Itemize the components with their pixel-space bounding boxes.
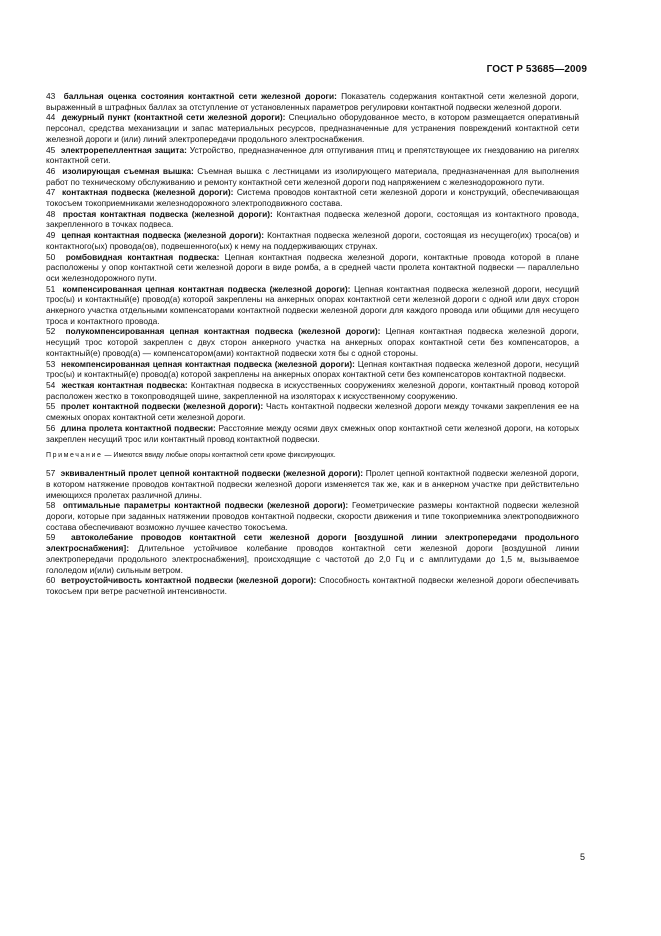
term-definition: Длительное устойчивое колебание проводов контактной сети железной дороги [воздушной линии электропередачи продольного электроснабжения], происходящие с частотой до 2,0 Гц и с амплитудами до 1,5 м, вызываемое гололедом и(или) сильным ветром.	[46, 543, 579, 575]
term-number: 54	[46, 379, 56, 390]
term-entry	[46, 423, 579, 444]
term-number: 52	[46, 326, 56, 337]
terms-list-after-note	[46, 468, 579, 596]
terms-list-before-note	[46, 91, 579, 444]
term-title: ветроустойчивость контактной подвески (железной дороги):	[61, 575, 317, 586]
term-entry	[46, 380, 579, 401]
term-number: 43	[46, 91, 56, 101]
term-entry	[46, 532, 579, 575]
term-title: дежурный пункт (контактной сети железной дороги):	[61, 112, 286, 123]
term-number: 46	[46, 165, 56, 176]
term-title: изолирующая съемная вышка:	[62, 165, 194, 176]
term-entry	[46, 468, 579, 500]
term-number: 50	[46, 251, 56, 262]
term-entry	[46, 230, 579, 251]
term-number: 44	[46, 112, 56, 123]
term-title: эквивалентный пролет цепной контактной подвески (железной дороги):	[60, 468, 364, 479]
term-entry	[46, 284, 579, 327]
term-title: электрорепеллентная защита:	[60, 144, 187, 155]
term-number: 57	[46, 468, 56, 479]
term-number: 55	[46, 401, 56, 412]
term-definition: Цепная контактная подвеска железной дороги, несущий трос(ы) и контактный(е) провод(а) которой закреплены на анкерных опорах контактной сети без компенсаторов контактной подвески.	[46, 358, 579, 380]
term-title: пролет контактной подвески (железной дороги):	[60, 401, 264, 412]
term-definition: Геометрические размеры контактной подвески железной дороги, которые при заданных натяжении проводов контактной подвески, скорости движения и типе токоприемника электроподвижного состава обеспечивают возможно лучшее качество токосъема.	[46, 500, 579, 532]
term-definition: Контактная подвеска железной дороги, состоящая из контактного провода, закрепленного в точках подвеса.	[46, 208, 580, 230]
note-label: Примечание	[46, 452, 103, 460]
term-title: полукомпенсированная цепная контактная подвеска (железной дороги):	[65, 326, 381, 337]
page-number: 5	[579, 852, 585, 862]
term-entry	[46, 166, 579, 187]
term-title: длина пролета контактной подвески:	[60, 422, 216, 433]
term-definition: Цепная контактная подвеска железной дороги, несущий трос которой закреплен с двух сторон анкерного участка на анкерных опорах контактной сети без компенсаторов, а контактный(е) провод(а) — компенсатором(ами) контактной подвески хотя бы с одной стороны.	[46, 326, 579, 358]
term-title: некомпенсированная цепная контактная подвеска (железной дороги):	[61, 358, 355, 369]
term-definition: Контактная подвеска в искусственных сооружениях железной дороги, контактный провод которой расположен жестко в токопроводящей шине, закрепленной на изоляторах к искусственному сооружению.	[46, 379, 580, 401]
note	[46, 451, 579, 460]
term-definition: Специально оборудованное место, в котором размещается оперативный персонал, средства механизации и запас материальных ресурсов, предназначенные для устранения повреждений контактной сети железной дороги и (или) линий электропередачи продольного электроснабжения.	[46, 112, 579, 144]
term-entry	[46, 91, 579, 112]
term-number: 53	[46, 358, 56, 369]
term-number: 56	[46, 422, 56, 433]
term-number: 45	[46, 144, 56, 155]
term-entry	[46, 359, 579, 380]
term-definition: Расстояние между осями двух смежных опор контактной сети железной дороги, на которых закреплен несущий трос или контактный провод контактной подвески.	[46, 422, 579, 444]
term-definition: Цепная контактная подвеска железной дороги, контактные провода которой в плане расположены у опор контактной сети железной дороги в виде ромба, а в средней части пролета контактной подвески — параллельно оси железнодорожного пути.	[46, 251, 579, 283]
term-title: цепная контактная подвеска (железной дороги):	[61, 230, 265, 241]
term-entry	[46, 209, 579, 230]
term-entry	[46, 575, 579, 596]
term-title: жесткая контактная подвеска:	[61, 379, 188, 390]
term-number: 51	[46, 283, 56, 294]
term-number: 58	[46, 500, 56, 511]
term-entry	[46, 326, 579, 358]
term-number: 60	[46, 575, 56, 586]
term-definition: Показатель содержания контактной сети железной дороги, выраженный в штрафных баллах за отступление от установленных параметров регулировки контактной подвески железной дороги.	[46, 91, 580, 112]
term-entry	[46, 145, 579, 166]
term-number: 48	[46, 208, 56, 219]
term-definition: Система проводов контактной сети железной дороги и конструкций, обеспечивающая токосъем токоприемниками железнодорожного электроподвижного состава.	[46, 187, 579, 209]
term-entry	[46, 401, 579, 422]
term-title: автоколебание проводов контактной сети железной дороги [воздушной линии электропередачи продольного электроснабжения]:	[46, 532, 580, 554]
term-number: 47	[46, 187, 56, 198]
term-definition: Способность контактной подвески железной дороги обеспечивать токосъем при ветре расчетной интенсивности.	[46, 575, 580, 596]
term-title: балльная оценка состояния контактной сети железной дороги:	[63, 91, 337, 101]
term-number: 59	[46, 532, 56, 543]
term-entry	[46, 252, 579, 284]
term-definition: Съемная вышка с лестницами из изолирующего материала, предназначенная для выполнения работ по техническому обслуживанию и ремонту контактной сети железной дороги под напряжением с железнодорожного пути.	[46, 165, 579, 187]
term-number: 49	[46, 230, 56, 241]
term-title: компенсированная цепная контактная подвеска (железной дороги):	[62, 283, 351, 294]
term-entry	[46, 112, 579, 144]
term-entry	[46, 500, 579, 532]
term-entry	[46, 187, 579, 208]
term-definition: Пролет цепной контактной подвески железной дороги, в котором натяжение проводов контактной подвески железной дороги изменяется так же, как и в анкерном участке при действительно имеющихся пролетах различной длины.	[46, 468, 579, 500]
term-title: контактная подвеска (железной дороги):	[62, 187, 234, 198]
term-title: простая контактная подвеска (железной дороги):	[62, 208, 273, 219]
term-title: оптимальные параметры контактной подвески (железной дороги):	[62, 500, 349, 511]
term-definition: Цепная контактная подвеска железной дороги, несущий трос(ы) и контактный(е) провод(а) которой закреплены на анкерных опорах контактной сети железной дороги с одной или двух сторон анкерного участка отдельными компенсаторами контактной подвески железной дороги для каждого провода или общими для несущего троса и контактного провода.	[46, 283, 580, 326]
term-definition: Контактная подвеска железной дороги, состоящая из несущего(их) троса(ов) и контактного(ых) провода(ов), подвешенного(ых) к нему на поддерживающих струнах.	[46, 230, 579, 251]
term-title: ромбовидная контактная подвеска:	[65, 251, 220, 262]
note-text: — Имеются ввиду любые опоры контактной сети кроме фиксирующих.	[104, 452, 336, 460]
term-definition: Часть контактной подвески железной дороги между точками закрепления ее на смежных опорах контактной сети железной дороги.	[46, 401, 579, 423]
page-header-standard: ГОСТ Р 53685—2009	[486, 64, 587, 75]
terms-content	[46, 91, 579, 597]
term-definition: Устройство, предназначенное для отпугивания птиц и препятствующее их гнездованию на ригелях контактной сети.	[46, 144, 579, 166]
